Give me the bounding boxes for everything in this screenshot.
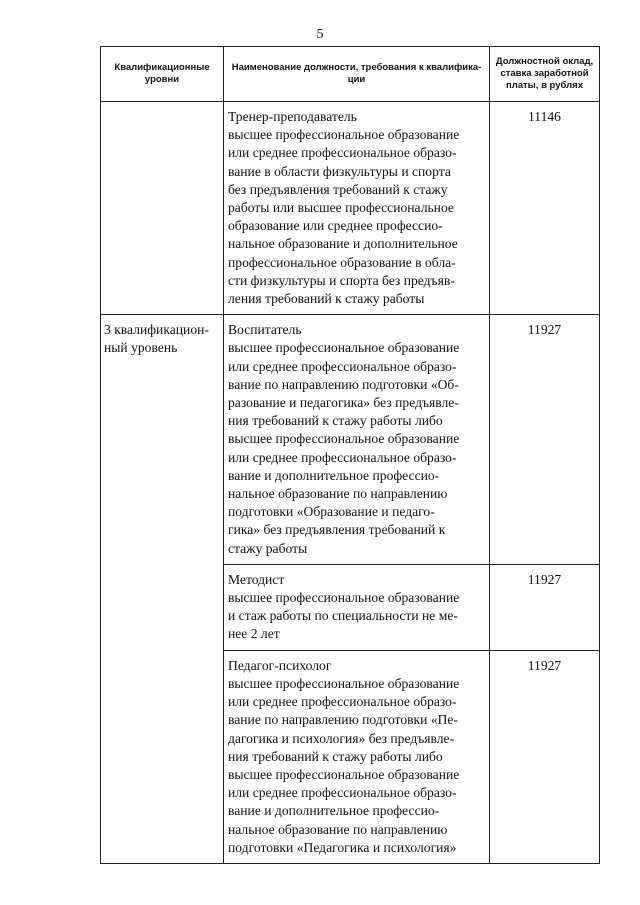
requirement-line: сти физкультуры и спорта без предъяв- [228,272,455,288]
salary-cell [490,564,600,650]
requirement-line: высшее профессиональное образование [228,127,460,143]
requirement-line: работы или высшее профессиональное [228,200,454,216]
position-title: Методист [228,571,285,587]
position-cell [224,650,490,863]
requirement-line: вание в области физкультуры и спорта [228,163,451,179]
level-cell [101,315,224,864]
position-cell [224,315,490,565]
requirement-line: и стаж работы по специальности не ме- [228,608,458,624]
requirement-line: ния требований к стажу работы либо [228,748,443,764]
requirement-line: высшее профессиональное образование [228,590,460,606]
salary-cell [490,102,600,315]
table-header-row [101,47,600,102]
requirement-line: дагогика и психология» без предъявле- [228,730,455,746]
requirement-line: вание по направлению подготовки «Об- [228,376,459,392]
header-salary: Должностной оклад, ставка заработной платы, в рублях [490,47,600,102]
requirement-line: подготовки «Педагогика и психология» [228,839,457,855]
level-label-line: ный уровень [104,340,178,356]
requirement-line: образование или среднее профессио- [228,218,443,234]
requirement-line: нальное образование по направлению [228,486,448,502]
requirement-line: нальное образование по направлению [228,821,448,837]
header-position: Наименование должности, требования к квалифика-ции [224,47,490,102]
requirement-line: вание и дополнительное профессио- [228,803,440,819]
salary-value: 11927 [527,322,562,338]
salary-cell [490,315,600,565]
position-title: Воспитатель [228,322,302,338]
requirement-line: нальное образование и дополнительное [228,236,458,252]
level-cell [101,102,224,315]
requirement-line: или среднее профессиональное образо- [228,145,457,161]
position-text [224,651,489,863]
requirement-line: вание по направлению подготовки «Пе- [228,712,458,728]
position-text [224,565,489,650]
requirement-line: гика» без предъявления требований к [228,522,446,538]
requirement-line: ления требований к стажу работы [228,291,425,307]
position-title: Тренер-преподаватель [228,109,357,124]
level-label-line: 3 квалификацион- [104,322,209,338]
salary-cell [490,650,600,863]
position-text [224,102,489,314]
requirement-line: подготовки «Образование и педаго- [228,504,435,520]
qualification-table [100,46,600,864]
table-row [101,315,600,565]
requirement-line: без предъявления требований к стажу [228,181,448,197]
position-text [224,315,489,564]
salary-value: 11927 [527,571,562,587]
salary-value: 11146 [528,109,561,124]
page-number: 5 [316,27,324,42]
position-cell [224,564,490,650]
requirement-line: или среднее профессиональное образо- [228,785,457,801]
position-cell [224,102,490,315]
requirement-line: нее 2 лет [228,626,280,642]
requirement-line: высшее профессиональное образование [228,431,460,447]
requirement-line: высшее профессиональное образование [228,340,460,356]
table-row [101,102,600,315]
position-title: Педагог-психолог [228,657,332,673]
requirement-line: или среднее профессиональное образо- [228,694,457,710]
requirement-line: или среднее профессиональное образо- [228,358,457,374]
requirement-line: или среднее профессиональное образо- [228,449,457,465]
requirement-line: высшее профессиональное образование [228,766,460,782]
requirement-line: ния требований к стажу работы либо [228,413,443,429]
requirement-line: вание и дополнительное профессио- [228,467,440,483]
requirement-line: профессиональное образование в обла- [228,254,456,270]
requirement-line: высшее профессиональное образование [228,675,460,691]
salary-value: 11927 [527,657,562,673]
requirement-line: стажу работы [228,540,308,556]
requirement-line: разование и педагогика» без предъявле- [228,395,459,411]
header-level: Квалификационные уровни [101,47,224,102]
